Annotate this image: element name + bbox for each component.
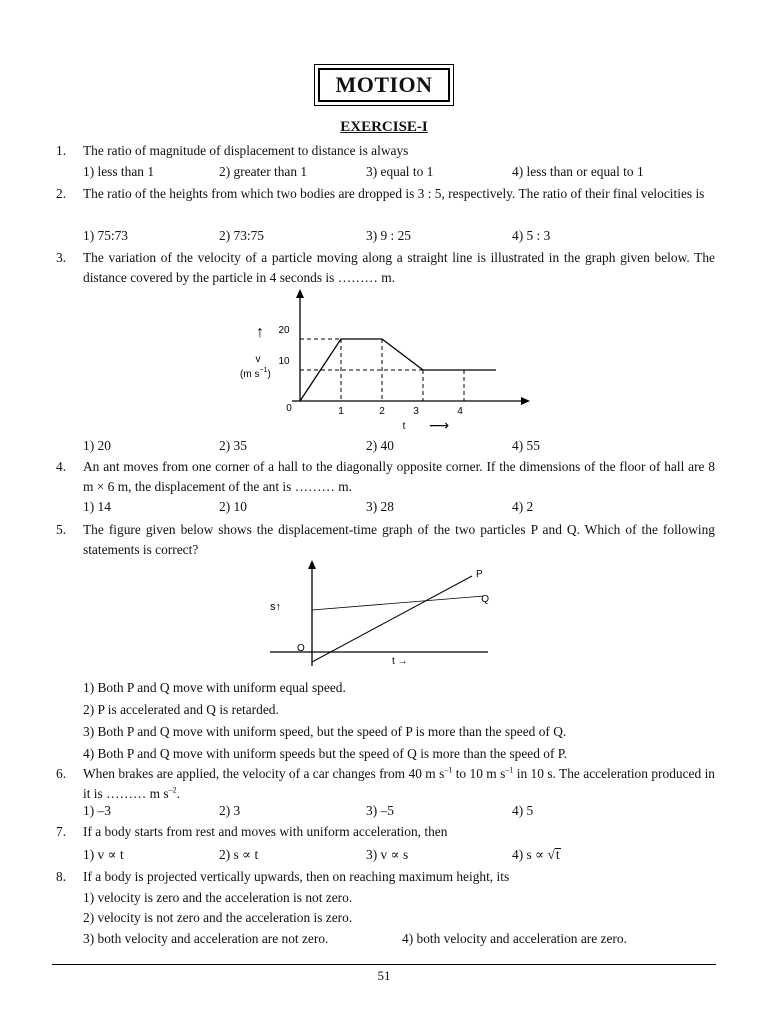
option [512, 846, 561, 864]
option: 4) 2 [512, 499, 534, 514]
option: 4) 55 [512, 438, 540, 453]
option: 3) 9 : 25 [366, 228, 412, 243]
question-number: 1. [56, 143, 67, 158]
option: 3) equal to 1 [366, 164, 434, 179]
sqrt-radicand: t [555, 847, 560, 862]
option: 4) both velocity and acceleration are zero. [402, 931, 627, 946]
option: 2) 40 [366, 438, 394, 453]
option: 2) 35 [219, 438, 247, 453]
option: 3) both velocity and acceleration are not zero. [83, 931, 329, 946]
option: 1) v ∝ t [83, 847, 124, 862]
line-p [312, 576, 472, 662]
exercise-heading: EXERCISE-I [340, 119, 428, 135]
x-tick-3: 3 [413, 406, 419, 417]
option: 4) Both P and Q move with uniform speeds but the speed of Q is more than the speed of P. [83, 746, 568, 761]
text-part: When brakes are applied, the velocity of a car changes from 40 m s [83, 766, 445, 781]
option: 2) 3 [219, 803, 241, 818]
option: 4) 5 : 3 [512, 228, 551, 243]
title-box [314, 64, 454, 106]
option: 4) less than or equal to 1 [512, 164, 644, 179]
line-q [312, 596, 484, 610]
x-tick-1: 1 [338, 406, 344, 417]
question-text: The ratio of the heights from which two bodies are dropped is 3 : 5, respectively. The ratio of their final velocities is [83, 186, 705, 201]
option: 2) velocity is not zero and the acceleration is zero. [83, 910, 353, 925]
option: 1) 20 [83, 438, 111, 453]
y-tick-20: 20 [278, 325, 290, 336]
displacement-time-graph [262, 558, 492, 676]
question-text: The figure given below shows the displacement-time graph of the two particles P and Q. Which of the following statements is correct? [83, 522, 715, 557]
option: 3) –5 [366, 803, 394, 818]
option: 4) 5 [512, 803, 534, 818]
unit-text: (m s [240, 369, 260, 380]
velocity-time-graph [232, 287, 532, 433]
option: 3) v ∝ s [366, 847, 409, 862]
x-label-t: t [402, 421, 406, 432]
option: 2) greater than 1 [219, 164, 308, 179]
option: 1) 14 [83, 499, 111, 514]
text-part: in 10 s. The acceleration produced in it is ……… m s [83, 766, 715, 801]
x-tick-4: 4 [457, 406, 463, 417]
superscript: –2 [168, 785, 177, 795]
option: 1) Both P and Q move with uniform equal speed. [83, 680, 346, 695]
sqrt-radical-icon: √ [547, 847, 555, 862]
superscript: –1 [444, 765, 453, 775]
question-text: If a body starts from rest and moves with uniform acceleration, then [83, 824, 448, 839]
option-text: 4) s ∝ [512, 847, 545, 862]
option: 3) 28 [366, 499, 394, 514]
question-number: 3. [56, 250, 67, 265]
unit-sup: −1 [259, 367, 268, 374]
text-part: . [176, 786, 180, 801]
page-title: MOTION [318, 68, 450, 102]
y-label-unit [240, 367, 271, 380]
label-origin: O [297, 643, 305, 654]
option: 2) 73:75 [219, 228, 265, 243]
y-up-arrow: ↑ [256, 324, 264, 341]
option: 2) s ∝ t [219, 847, 259, 862]
y-tick-10: 10 [278, 356, 290, 367]
option: 1) –3 [83, 803, 111, 818]
question-text: The variation of the velocity of a particle moving along a straight line is illustrated in the graph given below. The distance covered by the particle in 4 seconds is ……… m. [83, 250, 715, 285]
option: 2) P is accelerated and Q is retarded. [83, 702, 279, 717]
question-text [83, 764, 715, 804]
x-label-t: t → [392, 656, 408, 667]
label-q: Q [481, 594, 489, 605]
question-number: 8. [56, 869, 67, 884]
y-label-v: v [255, 354, 261, 365]
x-tick-2: 2 [379, 406, 385, 417]
x-axis-arrowhead [521, 397, 530, 405]
option: 1) less than 1 [83, 164, 155, 179]
text-part: to 10 m s [452, 766, 506, 781]
question-text: If a body is projected vertically upwards, then on reaching maximum height, its [83, 869, 510, 884]
y-axis-arrowhead [296, 289, 304, 298]
label-p: P [476, 569, 483, 580]
option: 1) velocity is zero and the acceleration is not zero. [83, 890, 353, 905]
option: 2) 10 [219, 499, 247, 514]
y-label-s: s↑ [270, 601, 281, 613]
question-number: 7. [56, 824, 67, 839]
question-text: The ratio of magnitude of displacement to distance is always [83, 143, 409, 158]
y-axis-arrowhead [308, 560, 316, 569]
unit-close: ) [267, 369, 271, 380]
superscript: –1 [505, 765, 514, 775]
page-number: 51 [377, 968, 391, 983]
option: 3) Both P and Q move with uniform speed, but the speed of P is more than the speed of Q. [83, 724, 567, 739]
question-text: An ant moves from one corner of a hall to the diagonally opposite corner. If the dimensions of the floor of hall are 8 m × 6 m, the displacement of the ant is ……… m. [83, 459, 715, 494]
origin-label: 0 [286, 403, 292, 414]
x-right-arrow: ⟶ [429, 417, 450, 433]
question-number: 4. [56, 459, 67, 474]
option: 1) 75:73 [83, 228, 129, 243]
question-number: 5. [56, 522, 67, 537]
question-number: 6. [56, 766, 67, 781]
question-number: 2. [56, 186, 67, 201]
footer-rule [52, 964, 716, 965]
